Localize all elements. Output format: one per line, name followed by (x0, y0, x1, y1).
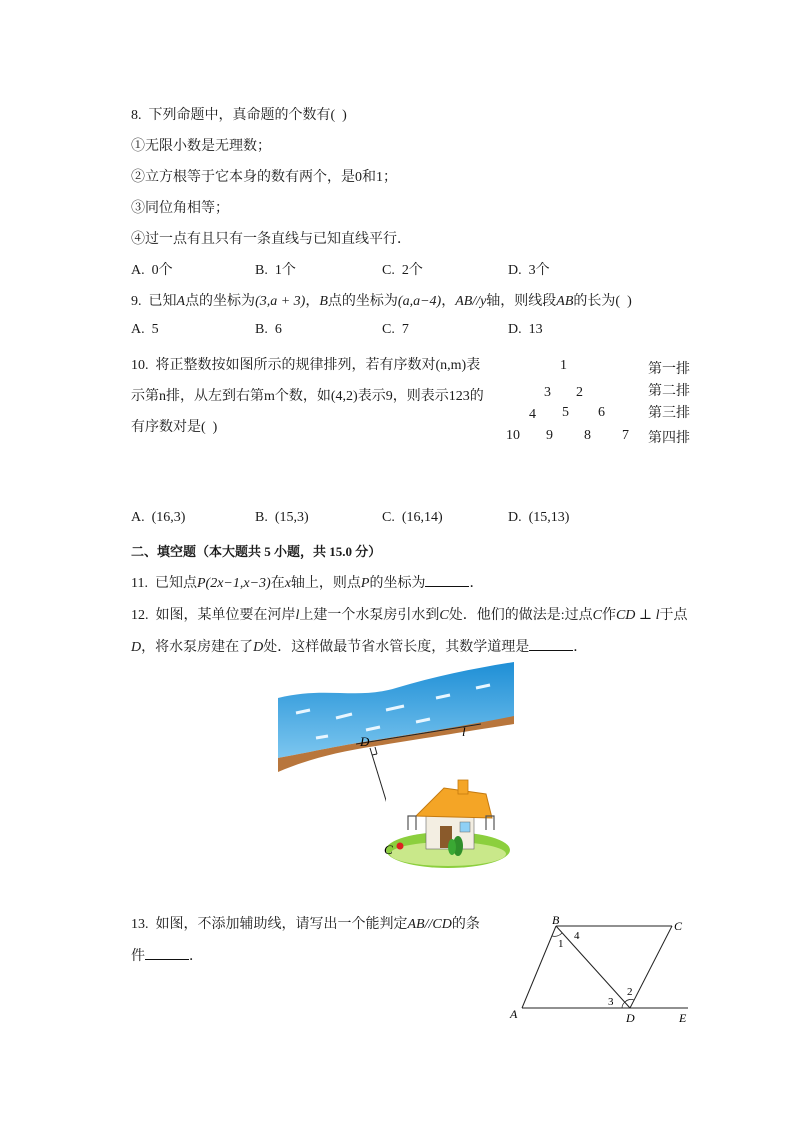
segment-bd (556, 926, 630, 1008)
angle-arc (625, 999, 634, 1002)
q8-option-c[interactable]: C. 2个 (382, 263, 423, 278)
q9-option-a[interactable]: A. 5 (131, 322, 159, 337)
right-angle-mark (375, 747, 377, 754)
q12-answer-blank[interactable] (529, 638, 573, 651)
label-d: D (626, 1011, 635, 1025)
fig-num: 9 (546, 428, 553, 443)
label-l: l (462, 724, 466, 739)
fig-num: 3 (544, 385, 551, 400)
angle-label-1: 1 (558, 938, 564, 950)
q8-item-1: ①无限小数是无理数； (131, 139, 271, 154)
fig-num: 7 (622, 428, 629, 443)
segment-ab (522, 926, 556, 1008)
angle-arc (622, 1002, 625, 1008)
chimney (458, 780, 468, 794)
angle-label-2: 2 (627, 986, 633, 998)
house-window (460, 822, 470, 832)
fig-num: 6 (598, 405, 605, 420)
shrub (448, 839, 456, 855)
fig-num: 1 (560, 358, 567, 373)
q13-answer-blank[interactable] (145, 947, 189, 960)
right-angle-mark (372, 754, 377, 755)
fig-num: 8 (584, 428, 591, 443)
fig-row-label: 第一排 (648, 362, 690, 377)
fig-num: 10 (506, 428, 520, 443)
fig-num: 2 (576, 385, 583, 400)
q8-option-d[interactable]: D. 3个 (508, 263, 550, 278)
q10-option-d[interactable]: D. (15,13) (508, 510, 570, 525)
segment-cd (630, 926, 672, 1008)
q8-option-b[interactable]: B. 1个 (255, 263, 296, 278)
q12-river-house-figure (276, 658, 516, 872)
q8-item-4: ④过一点有且只有一条直线与已知直线平行． (131, 232, 411, 247)
angle-arc (552, 933, 562, 936)
q13-geometry-figure (506, 910, 706, 1030)
q9-option-c[interactable]: C. 7 (382, 322, 409, 337)
q11-text: 11. 已知点P(2x−1,x−3)在x轴上，则点P的坐标为 ． (131, 576, 484, 591)
q8-item-2: ②立方根等于它本身的数有两个，是0和1； (131, 170, 397, 185)
q11-answer-blank[interactable] (425, 574, 469, 587)
q8-stem: 8. 下列命题中，真命题的个数有( ) (131, 108, 347, 123)
angle-label-3: 3 (608, 996, 614, 1008)
label-d: D (360, 734, 370, 749)
q10-option-c[interactable]: C. (16,14) (382, 510, 443, 525)
q9-option-b[interactable]: B. 6 (255, 322, 282, 337)
label-a: A (510, 1007, 518, 1021)
fig-row-label: 第二排 (648, 384, 690, 399)
fig-row-label: 第四排 (648, 431, 690, 446)
q9-option-d[interactable]: D. 13 (508, 322, 543, 337)
label-e: E (679, 1011, 687, 1025)
q10-option-a[interactable]: A. (16,3) (131, 510, 186, 525)
fig-num: 5 (562, 405, 569, 420)
q10-line-3: 有序数对是( ) (131, 420, 218, 435)
q12-line-1: 12. 如图，某单位要在河岸l上建一个水泵房引水到C处．他们的做法是:过点C作CD ⊥ l于点 (131, 608, 688, 623)
label-c: C (384, 842, 393, 857)
label-b: B (552, 913, 560, 927)
q10-option-b[interactable]: B. (15,3) (255, 510, 309, 525)
label-c: C (674, 919, 683, 933)
section-heading-fill-in: 二、填空题（本大题共 5 小题，共 15.0 分） (131, 544, 382, 559)
point-c (397, 843, 404, 850)
q8-item-3: ③同位角相等； (131, 201, 229, 216)
q9-stem: 9. 已知A点的坐标为(3,a + 3)，B点的坐标为(a,a−4)，AB//y轴，则线段AB的长为( ) (131, 294, 632, 309)
q10-line-1: 10. 将正整数按如图所示的规律排列，若有序数对(n,m)表 (131, 358, 481, 373)
fig-num: 4 (529, 407, 536, 422)
river-water (278, 662, 514, 758)
q13-line-1: 13. 如图，不添加辅助线，请写出一个能判定AB//CD的条 (131, 917, 480, 932)
q13-line-2: 件 ． (131, 949, 203, 964)
fig-row-label: 第三排 (648, 406, 690, 421)
angle-label-4: 4 (574, 930, 580, 942)
q8-option-a[interactable]: A. 0个 (131, 263, 173, 278)
q10-line-2: 示第n排，从左到右第m个数，如(4,2)表示9，则表示123的 (131, 389, 484, 404)
q12-line-2: D，将水泵房建在了D处．这样做最节省水管长度，其数学道理是 ． (131, 640, 588, 655)
